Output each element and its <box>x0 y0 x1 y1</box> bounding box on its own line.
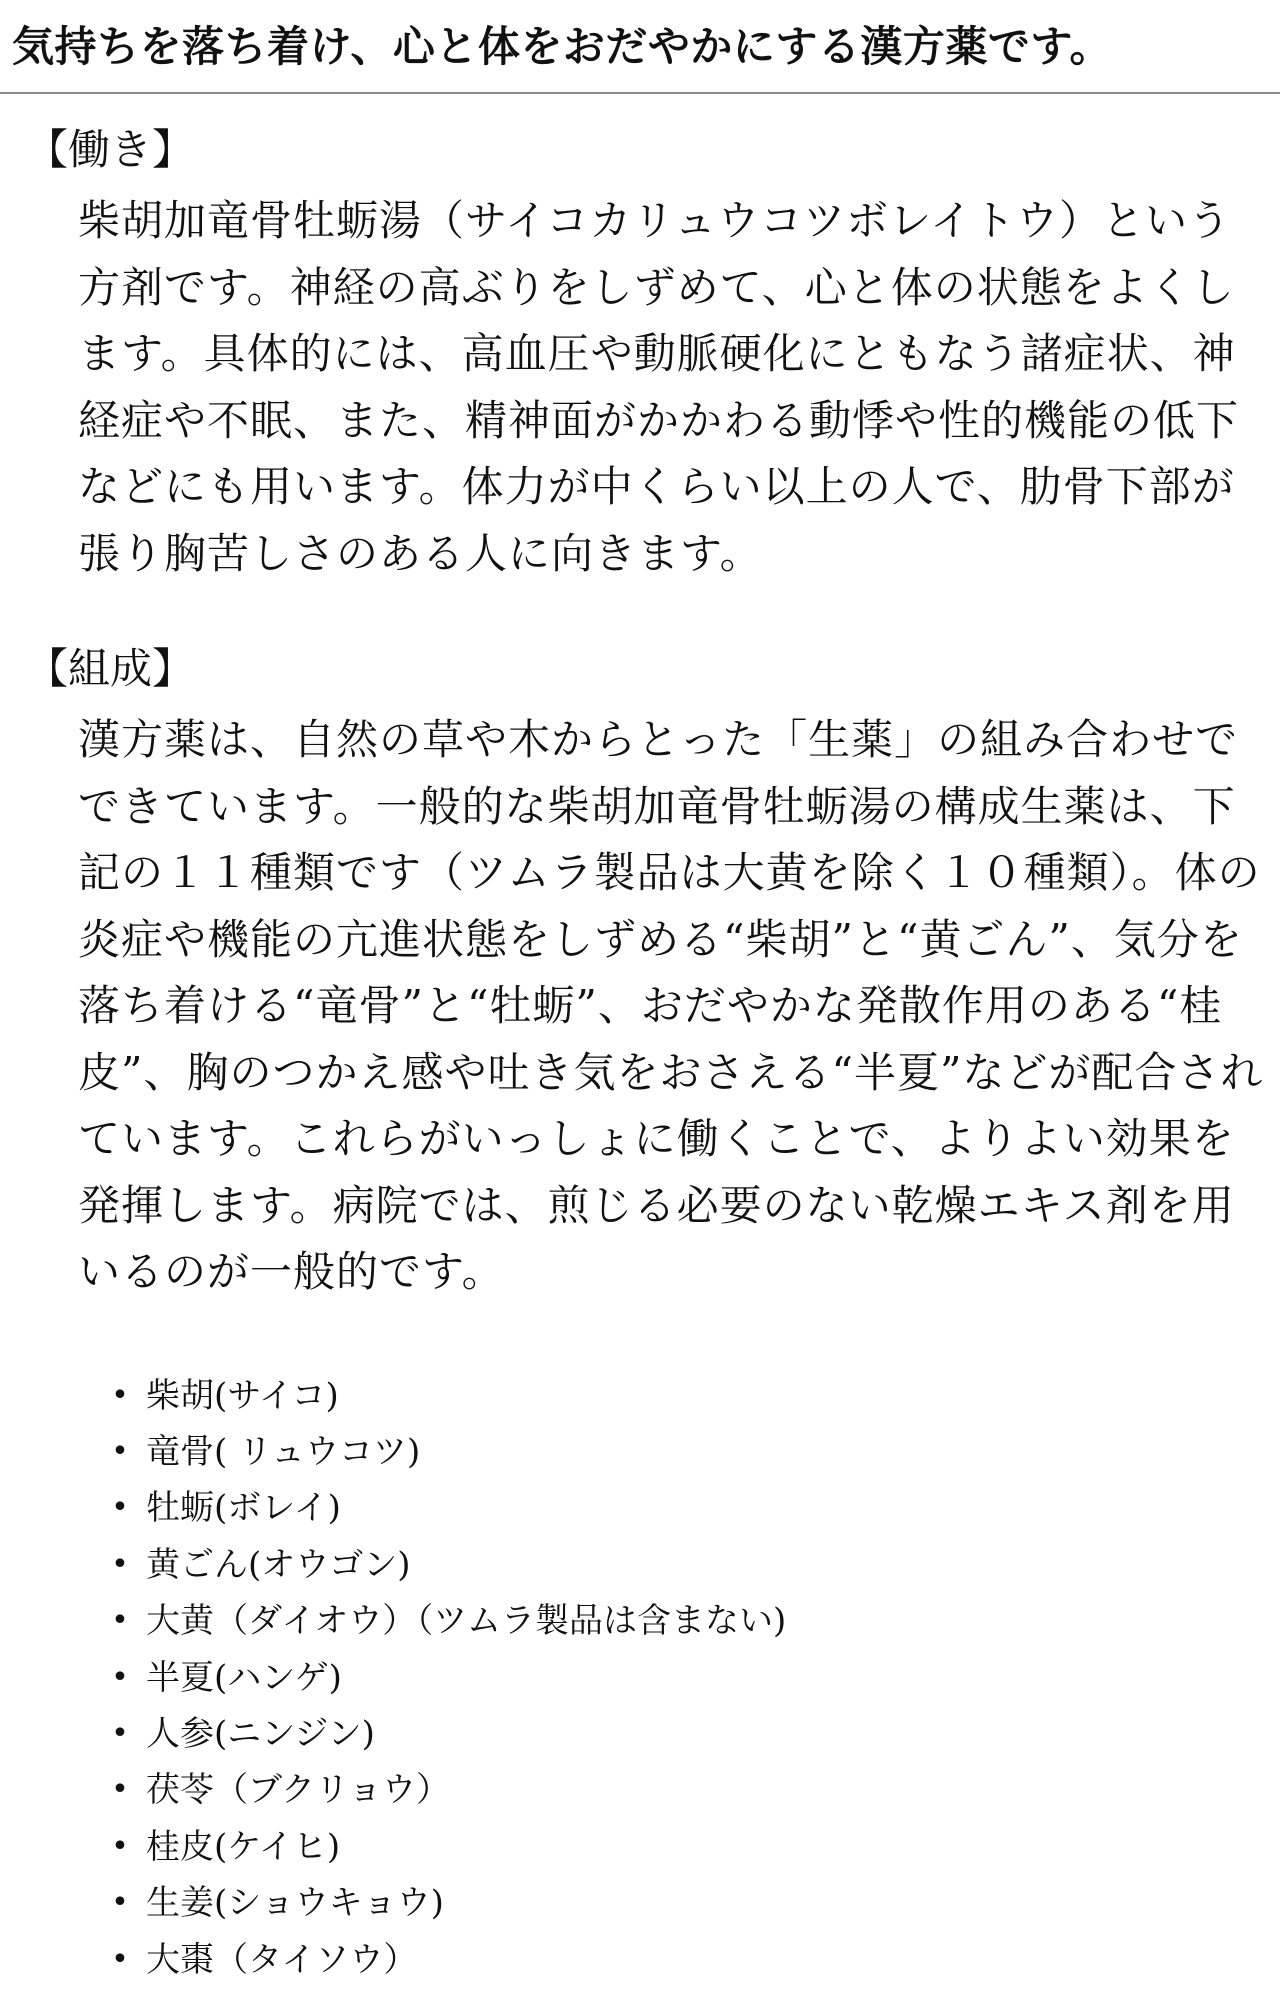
ingredient-name: 生姜(ショウキョウ) <box>146 1883 444 1924</box>
list-item <box>110 1706 1280 1762</box>
bullet-icon: • <box>111 1490 129 1526</box>
bullet-icon: • <box>111 1715 129 1751</box>
ingredient-name: 人参(ニンジン) <box>146 1713 375 1754</box>
list-item <box>110 1819 1280 1875</box>
ingredient-name: 牡蛎(ボレイ) <box>146 1488 341 1529</box>
ingredient-name: 大棗（タイソウ） <box>146 1939 418 1980</box>
composition-paragraph: 漢方薬は、自然の草や木からとった「生薬」の組み合わせでできています。一般的な柴胡加竜骨牡蛎湯の構成生薬は、下記の１１種類です（ツムラ製品は大黄を除く１０種類）。体の炎症や機能の亢進状態をしずめる“柴胡”と“黄ごん”、気分を落ち着ける“竜骨”と“牡蛎”、おだやかな発散作用のある“桂皮”、胸のつかえ感や吐き気をおさえる“半夏”などが配合されています。これらがいっしょに働くことで、よりよい効果を発揮します。病院では、煎じる必要のない乾燥エキス剤を用いるのが一般的です。 <box>78 715 1264 1296</box>
title-divider <box>0 92 1280 94</box>
list-item <box>110 1593 1280 1649</box>
list-item <box>110 1932 1280 1988</box>
list-item <box>110 1650 1280 1706</box>
ingredient-name: 桂皮(ケイヒ) <box>146 1826 341 1867</box>
section-composition <box>0 643 1280 1306</box>
section-works <box>0 124 1280 587</box>
ingredient-name: 竜骨( リュウコツ) <box>146 1431 421 1472</box>
ingredient-name: 大黄（ダイオウ）（ツムラ製品は含まない) <box>146 1601 787 1642</box>
bullet-icon: • <box>111 1659 129 1695</box>
section-heading-works: 【働き】 <box>26 125 195 174</box>
list-item <box>110 1424 1280 1480</box>
list-item <box>110 1480 1280 1536</box>
section-body-works <box>78 188 1274 587</box>
list-item <box>110 1875 1280 1931</box>
bullet-icon: • <box>111 1941 129 1977</box>
bullet-icon: • <box>111 1603 129 1639</box>
list-item <box>110 1368 1280 1424</box>
bullet-icon: • <box>111 1377 129 1413</box>
bullet-icon: • <box>111 1433 129 1469</box>
ingredient-name: 黄ごん(オウゴン) <box>146 1544 411 1585</box>
section-body-composition <box>78 707 1274 1306</box>
list-item <box>110 1762 1280 1818</box>
bullet-icon: • <box>111 1772 129 1808</box>
page-title: 気持ちを落ち着け、心と体をおだやかにする漢方薬です。 <box>12 22 1112 71</box>
ingredient-list <box>110 1368 1280 1988</box>
ingredient-name: 半夏(ハンゲ) <box>146 1657 342 1698</box>
bullet-icon: • <box>111 1546 129 1582</box>
works-paragraph: 柴胡加竜骨牡蛎湯（サイコカリュウコツボレイトウ）という方剤です。神経の高ぶりをしずめて、心と体の状態をよくします。具体的には、高血圧や動脈硬化にともなう諸症状、神経症や不眠、また、精神面がかかわる動悸や性的機能の低下などにも用います。体力が中くらい以上の人で、肋骨下部が張り胸苦しさのある人に向きます。 <box>78 196 1240 578</box>
bullet-icon: • <box>111 1828 129 1864</box>
list-item <box>110 1537 1280 1593</box>
bullet-icon: • <box>111 1885 129 1921</box>
section-heading-composition: 【組成】 <box>26 644 195 693</box>
ingredient-name: 茯苓（ブクリョウ） <box>146 1770 450 1811</box>
ingredient-name: 柴胡(サイコ) <box>146 1375 339 1416</box>
